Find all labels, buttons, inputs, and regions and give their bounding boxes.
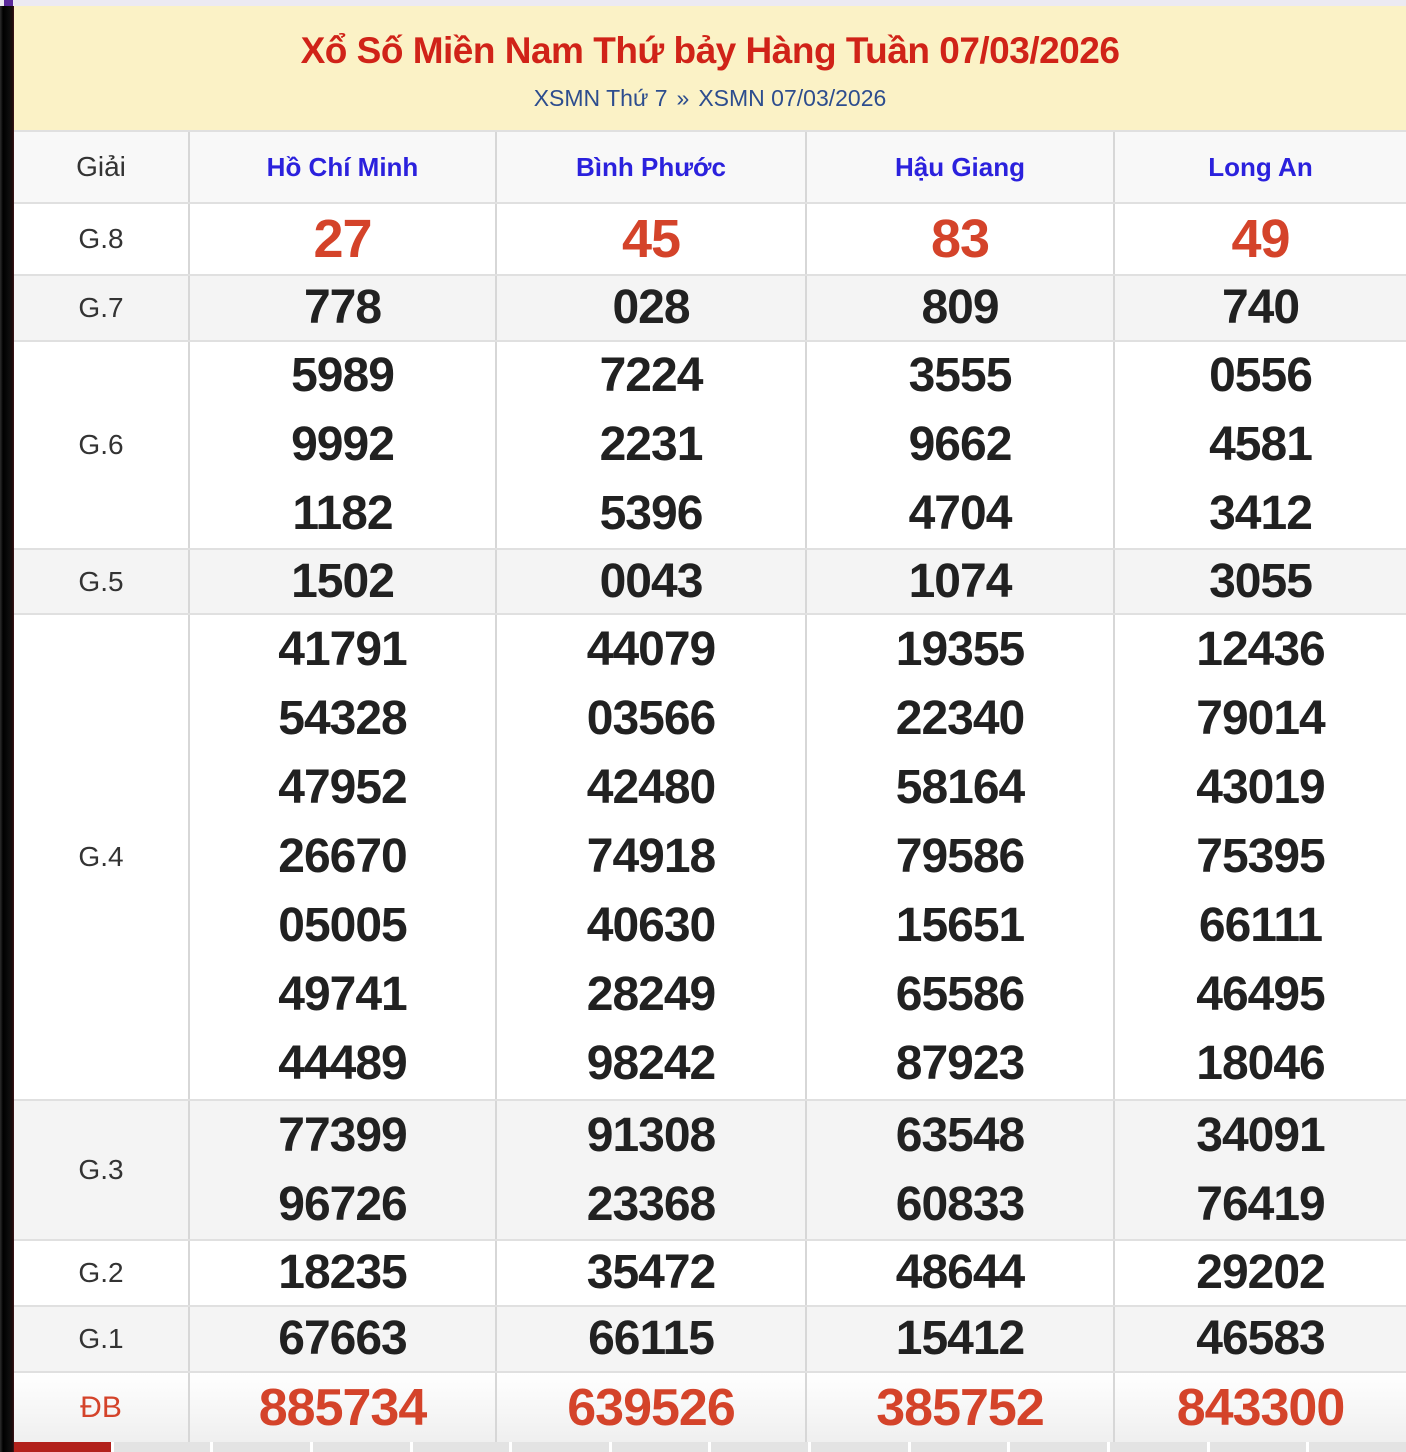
lottery-number: 0556: [1209, 349, 1312, 403]
lottery-number: 43019: [1196, 760, 1325, 814]
lottery-number: 1182: [292, 486, 393, 540]
lottery-number: 1502: [291, 554, 394, 608]
province-link-long-an[interactable]: Long An: [1208, 151, 1313, 182]
prize-cell: [807, 550, 1115, 613]
bottom-tab[interactable]: [1110, 1442, 1207, 1452]
lottery-number: 885734: [258, 1378, 427, 1437]
prize-row-g1: [14, 1305, 1406, 1371]
prize-cell: [807, 615, 1115, 1099]
prize-cell: [497, 1241, 807, 1305]
lottery-number: 42480: [586, 760, 716, 814]
lottery-number: 83: [930, 209, 990, 269]
lottery-results-table: [14, 130, 1406, 1442]
lottery-number: 98242: [586, 1037, 716, 1091]
lottery-number: 48644: [895, 1246, 1025, 1299]
lottery-number: 7224: [599, 349, 703, 403]
prize-cell: [497, 276, 807, 340]
prize-row-g2: [14, 1239, 1406, 1305]
prize-cell: [190, 1241, 497, 1305]
lottery-number: 77399: [278, 1108, 407, 1162]
lottery-number: 47952: [278, 760, 407, 814]
lottery-number: 35472: [586, 1246, 716, 1299]
lottery-number: 05005: [278, 899, 407, 953]
prize-cell: [190, 1307, 497, 1371]
prize-cell: [1115, 615, 1406, 1099]
prize-cell: [807, 1241, 1115, 1305]
lottery-number: 45: [621, 209, 681, 269]
lottery-number: 19355: [895, 622, 1025, 676]
bottom-tab[interactable]: [413, 1442, 510, 1452]
results-header-banner: [14, 6, 1406, 130]
prize-cell: [190, 276, 497, 340]
purple-edge-fragment: [4, 0, 13, 6]
province-header-cell: [1115, 132, 1406, 202]
prize-cell: [807, 1307, 1115, 1371]
bottom-tab[interactable]: [811, 1442, 908, 1452]
prize-cell: [807, 204, 1115, 274]
prize-row-g5: [14, 548, 1406, 613]
prize-cell: [1115, 1373, 1406, 1442]
lottery-number: 1074: [908, 554, 1012, 608]
lottery-number: 66111: [1198, 899, 1323, 953]
prize-row-g6: [14, 340, 1406, 548]
lottery-number: 22340: [895, 691, 1025, 745]
prize-row-g7: [14, 274, 1406, 340]
lottery-number: 23368: [586, 1177, 716, 1231]
lottery-number: 41791: [278, 622, 407, 676]
lottery-number: 740: [1221, 281, 1300, 334]
prize-cell: [497, 204, 807, 274]
lottery-number: 75395: [1196, 829, 1325, 883]
prize-cell: [807, 1101, 1115, 1239]
prize-cell: [1115, 204, 1406, 274]
lottery-number: 63548: [895, 1108, 1025, 1162]
prize-cell: [1115, 1307, 1406, 1371]
province-header-cell: [807, 132, 1115, 202]
prize-cell: [497, 550, 807, 613]
prize-cell: [190, 1373, 497, 1442]
results-panel: [14, 6, 1406, 1452]
prize-label: G.2: [14, 1241, 190, 1305]
lottery-number: 3412: [1209, 486, 1312, 540]
lottery-number: 44489: [278, 1037, 407, 1091]
bottom-tab[interactable]: [911, 1442, 1008, 1452]
prize-label: G.6: [14, 342, 190, 548]
prize-cell: [497, 1101, 807, 1239]
lottery-number: 9992: [291, 417, 394, 471]
province-header-cell: [190, 132, 497, 202]
lottery-number: 5989: [291, 349, 394, 403]
prize-cell: [497, 1307, 807, 1371]
prize-row-g8: [14, 202, 1406, 274]
prize-label: G.4: [14, 615, 190, 1099]
lottery-number: 79586: [895, 829, 1025, 883]
lottery-number: 15651: [895, 899, 1025, 953]
bottom-tab-strip: [14, 1442, 1406, 1452]
lottery-number: 385752: [876, 1378, 1044, 1437]
bottom-tab[interactable]: [1210, 1442, 1307, 1452]
lottery-number: 67663: [278, 1312, 407, 1365]
prize-cell: [497, 615, 807, 1099]
lottery-number: 18046: [1196, 1037, 1325, 1091]
lottery-number: 49: [1231, 209, 1290, 269]
prize-cell: [190, 204, 497, 274]
bottom-tab[interactable]: [1309, 1442, 1406, 1452]
lottery-number: 15412: [895, 1312, 1025, 1365]
prize-cell: [807, 342, 1115, 548]
breadcrumb-link-xsmn-date[interactable]: XSMN 07/03/2026: [698, 85, 887, 111]
prize-label: G.7: [14, 276, 190, 340]
lottery-number: 87923: [895, 1037, 1025, 1091]
prize-label: G.3: [14, 1101, 190, 1239]
lottery-number: 34091: [1196, 1108, 1325, 1162]
bottom-tab[interactable]: [213, 1442, 310, 1452]
lottery-number: 46495: [1196, 968, 1325, 1022]
prize-column-header: Giải: [14, 132, 190, 202]
prize-label: G.1: [14, 1307, 190, 1371]
lottery-number: 12436: [1196, 622, 1325, 676]
prize-cell: [190, 615, 497, 1099]
bottom-tab[interactable]: [114, 1442, 211, 1452]
lottery-number: 4704: [908, 486, 1012, 540]
province-link-hau-giang[interactable]: Hậu Giang: [894, 151, 1025, 182]
lottery-number: 44079: [586, 622, 716, 676]
lottery-number: 26670: [278, 829, 407, 883]
table-header-row: [14, 130, 1406, 202]
bottom-tab[interactable]: [711, 1442, 808, 1452]
province-header-cell: [497, 132, 807, 202]
breadcrumb-separator: »: [676, 85, 690, 111]
lottery-number: 66115: [588, 1312, 714, 1365]
prize-row-special: [14, 1371, 1406, 1442]
lottery-number: 96726: [278, 1177, 407, 1231]
breadcrumb: [14, 85, 1406, 112]
bottom-tab[interactable]: [612, 1442, 709, 1452]
prize-label: ĐB: [14, 1373, 190, 1442]
lottery-number: 778: [303, 281, 382, 334]
prize-cell: [497, 1373, 807, 1442]
lottery-number: 809: [921, 281, 999, 334]
prize-cell: [807, 276, 1115, 340]
province-link-ho-chi-minh[interactable]: Hồ Chí Minh: [266, 151, 419, 182]
lottery-number: 29202: [1196, 1246, 1325, 1299]
left-edge-strip: [0, 0, 14, 1452]
lottery-number: 5396: [599, 486, 703, 540]
prize-cell: [1115, 1101, 1406, 1239]
prize-cell: [190, 550, 497, 613]
prize-cell: [190, 342, 497, 548]
prize-cell: [190, 1101, 497, 1239]
lottery-number: 79014: [1196, 691, 1325, 745]
prize-row-g4: [14, 613, 1406, 1099]
lottery-number: 3055: [1209, 554, 1312, 608]
prize-cell: [807, 1373, 1115, 1442]
lottery-number: 58164: [895, 760, 1025, 814]
lottery-number: 54328: [278, 691, 407, 745]
lottery-number: 49741: [278, 968, 407, 1022]
prize-cell: [497, 342, 807, 548]
lottery-number: 4581: [1209, 417, 1312, 471]
bottom-tab[interactable]: [1010, 1442, 1107, 1452]
lottery-number: 74918: [586, 829, 716, 883]
bottom-tab[interactable]: [313, 1442, 410, 1452]
lottery-number: 40630: [586, 899, 716, 953]
province-link-binh-phuoc[interactable]: Bình Phước: [576, 151, 726, 182]
page-title: Xổ Số Miền Nam Thứ bảy Hàng Tuần 07/03/2026: [300, 30, 1120, 71]
lottery-number: 0043: [599, 554, 703, 608]
lottery-number: 65586: [895, 968, 1025, 1022]
lottery-number: 60833: [895, 1177, 1025, 1231]
lottery-number: 9662: [908, 417, 1012, 471]
top-edge-strip: [0, 0, 1406, 6]
lottery-number: 18235: [278, 1246, 407, 1299]
prize-cell: [1115, 550, 1406, 613]
bottom-tab[interactable]: [512, 1442, 609, 1452]
lottery-number: 27: [313, 209, 372, 269]
lottery-number: 46583: [1196, 1312, 1325, 1365]
prize-label: G.5: [14, 550, 190, 613]
lottery-number: 028: [612, 281, 690, 334]
lottery-number: 28249: [586, 968, 716, 1022]
bottom-tab[interactable]: [14, 1442, 111, 1452]
lottery-number: 639526: [567, 1378, 735, 1437]
prize-cell: [1115, 276, 1406, 340]
lottery-number: 2231: [599, 417, 703, 471]
lottery-number: 91308: [586, 1108, 716, 1162]
breadcrumb-link-xsmn-thu7[interactable]: XSMN Thứ 7: [533, 85, 668, 111]
lottery-number: 843300: [1176, 1378, 1345, 1437]
lottery-number: 03566: [586, 691, 716, 745]
prize-row-g3: [14, 1099, 1406, 1239]
lottery-number: 76419: [1196, 1177, 1325, 1231]
prize-cell: [1115, 1241, 1406, 1305]
lottery-number: 3555: [908, 349, 1012, 403]
prize-label: G.8: [14, 204, 190, 274]
prize-cell: [1115, 342, 1406, 548]
